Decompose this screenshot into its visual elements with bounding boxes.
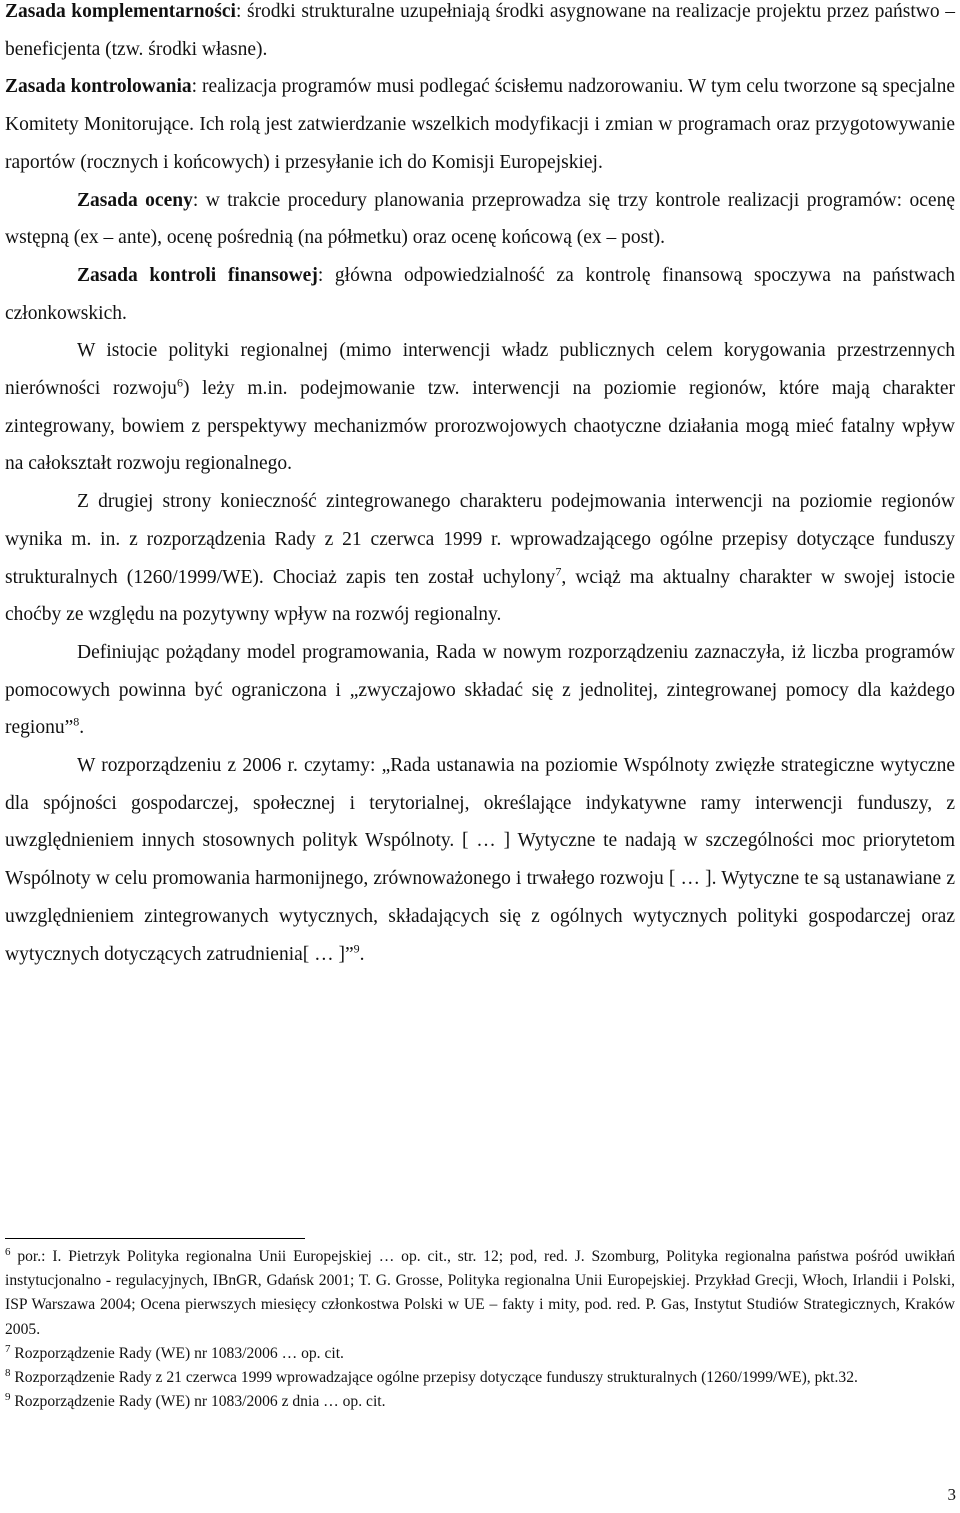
footnote-item <box>5 1342 955 1366</box>
footnote-ref[interactable]: 7 <box>555 564 562 579</box>
paragraph-text: . <box>359 943 365 965</box>
paragraph-regional-policy <box>5 332 955 483</box>
paragraph-integration <box>5 483 955 634</box>
principle-heading: Zasada kontrolowania <box>5 76 192 98</box>
paragraph-complementarity <box>5 0 955 68</box>
page-number: 3 <box>947 1485 956 1504</box>
footnote-separator <box>5 1238 305 1239</box>
paragraph-text: : środki strukturalne uzupełniają środki asygnowane na realizacje projektu przez państwo – beneficjenta (tzw. środki własne). <box>5 1 955 60</box>
paragraph-control <box>5 68 955 181</box>
paragraph-text: : główna odpowiedzialność za kontrolę finansową spoczywa na państwach członkowskich. <box>5 264 956 324</box>
principle-heading: Zasada oceny <box>77 189 193 211</box>
paragraph-text: W istocie polityki regionalnej (mimo interwencji władz publicznych celem korygowania przestrzennych nierówności rozwoju <box>5 340 955 400</box>
document-page <box>5 0 956 1411</box>
footnote-item <box>5 1366 955 1390</box>
paragraph-programming-model <box>5 634 955 747</box>
principle-heading: Zasada kontroli finansowej <box>77 264 318 286</box>
body-text <box>5 0 955 973</box>
paragraph-financial-control <box>5 257 955 332</box>
paragraph-evaluation <box>5 182 955 257</box>
paragraph-text: , wciąż ma aktualny charakter w swojej istocie choćby ze względu na pozytywny wpływ na rozwój regionalny. <box>5 566 955 626</box>
footnote-item <box>5 1390 955 1414</box>
footnote-text: por.: I. Pietrzyk Polityka regionalna Unii Europejskiej … op. cit., str. 12; pod, red. J. Szomburg, Polityka regionalna państwa pośród uwikłań instytucjonalno - regulacyjnych, IBnGR, Gdańsk 2001; T. G. Grosse, Polityka regionalna Unii Europejskiej. Przykład Grecji, Włoch, Irlandii i Polski, ISP Warszawa 2004; Ocena pierwszych miesięcy członkostwa Polski w UE – fakty i mity, pod. red. P. Gas, Instytut Studiów Strategicznych, Kraków 2005. <box>5 1248 955 1338</box>
footnote-ref[interactable]: 9 <box>353 941 360 956</box>
paragraph-text: : w trakcie procedury planowania przeprowadza się trzy kontrole realizacji programów: ocenę wstępną (ex – ante), ocenę pośrednią (na półmetku) oraz ocenę końcową (ex – post). <box>5 189 955 249</box>
principle-heading: Zasada komplementarności <box>5 1 236 22</box>
footnote-item <box>5 1245 955 1342</box>
footnote-text: Rozporządzenie Rady (WE) nr 1083/2006 z dnia … op. cit. <box>10 1393 386 1411</box>
footnote-number: 6 <box>5 1245 11 1258</box>
paragraph-text: Definiując pożądany model programowania, Rada w nowym rozporządzeniu zaznaczyła, iż liczba programów pomocowych powinna być ograniczona i „zwyczajowo składać się z jednolitej, zintegrowanej pomocy dla każdego regionu” <box>5 641 955 739</box>
paragraph-text: ) leży m.in. podejmowanie tzw. interwencji na poziomie regionów, które mają charakter zintegrowany, bowiem z perspektywy mechanizmów prorozwojowych chaotyczne działania mogą mieć fatalny wpływ na całokształt rozwoju regionalnego. <box>5 378 955 475</box>
paragraph-text: Z drugiej strony konieczność zintegrowanego charakteru podejmowania interwencji na poziomie regionów wynika m. in. z rozporządzenia Rady z 21 czerwca 1999 r. wprowadzającego ogólne przepisy dotyczące funduszy strukturalnych (1260/1999/WE). Chociaż zapis ten został uchylony <box>5 491 955 588</box>
footnote-ref[interactable]: 8 <box>73 714 80 729</box>
footnote-text: Rozporządzenie Rady z 21 czerwca 1999 wprowadzające ogólne przepisy dotyczące funduszy strukturalnych (1260/1999/WE), pkt.32. <box>10 1369 858 1387</box>
paragraph-regulation-2006 <box>5 747 955 973</box>
paragraph-text: W rozporządzeniu z 2006 r. czytamy: „Rada ustanawia na poziomie Wspólnoty zwięzłe strategiczne wytyczne dla spójności gospodarczej, społecznej i terytorialnej, określające indykatywne ramy interwencji funduszy, z uwzględnieniem innych stosownych polityk Wspólnoty. [ … ] Wytyczne te nadają w szczególności moc priorytetom Wspólnoty w celu promowania harmonijnego, zrównoważonego i trwałego rozwoju [ … ]. Wytyczne te są ustanawiane z uwzględnieniem zintegrowanych wytycznych, składających się z ogólnych wytycznych polityki gospodarczej oraz wytycznych dotyczących zatrudnienia[ … ]” <box>5 755 955 965</box>
footnote-text: Rozporządzenie Rady (WE) nr 1083/2006 … op. cit. <box>10 1344 344 1362</box>
footnote-number: 8 <box>5 1366 11 1379</box>
footnote-number: 7 <box>5 1342 11 1355</box>
footnotes <box>5 1245 955 1414</box>
footnote-ref[interactable]: 6 <box>176 375 183 390</box>
footnote-number: 9 <box>5 1391 11 1404</box>
paragraph-text: . <box>79 717 85 739</box>
paragraph-text: : realizacja programów musi podlegać ścisłemu nadzorowaniu. W tym celu tworzone są specjalne Komitety Monitorujące. Ich rolą jest zatwierdzanie wszelkich modyfikacji i zmian w programach oraz przygotowywanie raportów (rocznych i końcowych) i przesyłanie ich do Komisji Europejskiej. <box>5 76 955 173</box>
